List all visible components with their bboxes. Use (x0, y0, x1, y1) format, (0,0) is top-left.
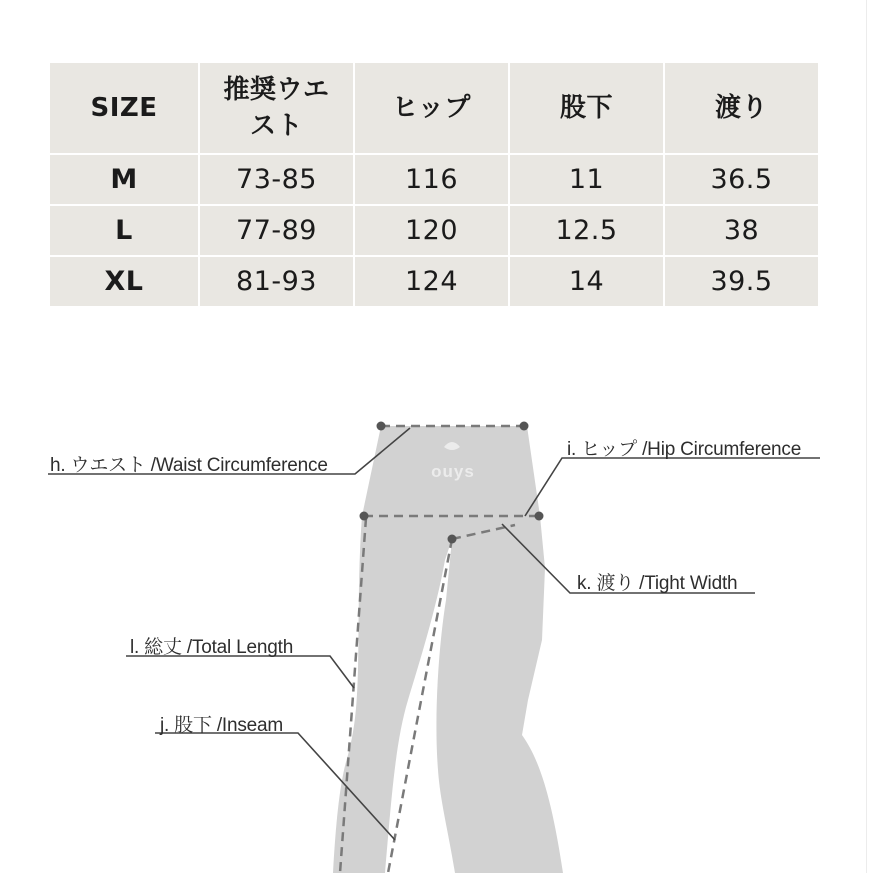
leggings-silhouette (333, 426, 563, 873)
row-inseam: 11 (509, 154, 664, 205)
header-inseam: 股下 (509, 62, 664, 154)
header-waist-text: 推奨ウエスト (223, 75, 330, 141)
hip-leader-line (525, 458, 820, 516)
tight-width-label: k. 渡り /Tight Width (577, 573, 738, 594)
row-inseam: 12.5 (509, 205, 664, 256)
row-inseam: 14 (509, 256, 664, 307)
total-leader-line (126, 656, 354, 688)
inseam-label: j. 股下 /Inseam (160, 715, 284, 736)
row-waist: 81-93 (199, 256, 354, 307)
row-hip: 124 (354, 256, 509, 307)
row-size: M (49, 154, 199, 205)
row-waist: 73-85 (199, 154, 354, 205)
row-size: L (49, 205, 199, 256)
measure-point (448, 535, 457, 544)
measure-point (520, 422, 529, 431)
row-waist: 77-89 (199, 205, 354, 256)
measure-point (360, 512, 369, 521)
row-size: XL (49, 256, 199, 307)
waist-label: h. ウエスト /Waist Circumference (50, 455, 328, 476)
row-tight: 36.5 (664, 154, 819, 205)
row-hip: 120 (354, 205, 509, 256)
header-tight: 渡り (664, 62, 819, 154)
hip-label: i. ヒップ /Hip Circumference (567, 439, 802, 460)
row-hip: 116 (354, 154, 509, 205)
header-size: SIZE (49, 62, 199, 154)
total-length-label: l. 総丈 /Total Length (130, 637, 294, 658)
row-tight: 38 (664, 205, 819, 256)
measure-point (535, 512, 544, 521)
row-tight: 39.5 (664, 256, 819, 307)
measure-point (377, 422, 386, 431)
brand-logo-text: ouys (431, 462, 475, 481)
header-hip: ヒップ (354, 62, 509, 154)
